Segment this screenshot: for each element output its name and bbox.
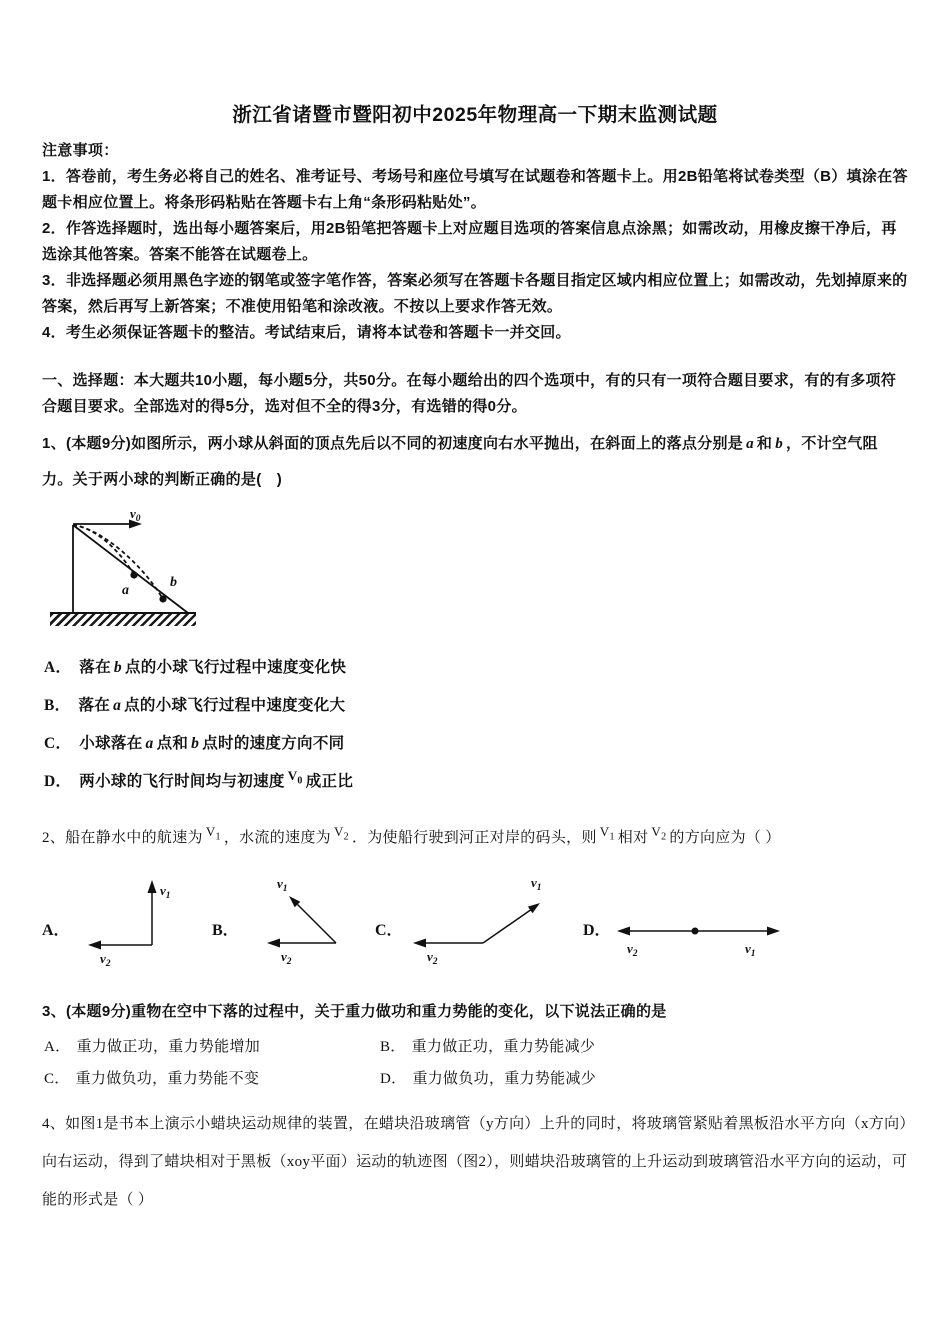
- v2-arrowhead: [413, 939, 426, 948]
- question-2-diagrams: [42, 871, 908, 971]
- v2-arrowhead: [267, 939, 280, 948]
- question-3-options: [44, 1035, 908, 1091]
- q1-stem-text: 1、(本题9分)如图所示，两小球从斜面的顶点先后以不同的初速度向右水平抛出，在斜面上的落点分别是: [42, 435, 744, 452]
- q3-option-b: B． 重力做正功，重力势能减少: [380, 1039, 596, 1056]
- point-a-dot: [130, 571, 137, 578]
- v1-label: $v_1$: [530, 875, 542, 894]
- v1-arrow-line: [483, 909, 532, 943]
- question-1-incline-figure: [44, 506, 202, 630]
- q1-point-b-ref: b: [775, 436, 784, 452]
- v1-symbol: $V_1$: [599, 823, 615, 843]
- q3-option-d: D． 重力做负功，重力势能减少: [380, 1071, 597, 1088]
- q3-option-a: A． 重力做正功，重力势能增加: [44, 1039, 261, 1056]
- v1-arrowhead: [527, 903, 539, 913]
- v1-arrow-line: [297, 905, 336, 944]
- v1-label: $v_1$: [744, 941, 756, 960]
- notice-section: [42, 138, 908, 346]
- q1-point-a-ref: a: [746, 436, 754, 452]
- q2-option-a-diagram: A． $v_1$ $v_2$: [42, 871, 212, 971]
- vector-diagram-a: [70, 871, 190, 971]
- question-3-stem: 3、(本题9分)重物在空中下落的过程中，关于重力做功和重力势能的变化，以下说法正确的是: [42, 1003, 667, 1021]
- incline-line: [73, 525, 188, 613]
- point-a-label: a: [122, 583, 129, 598]
- vector-diagram-d: [611, 871, 786, 971]
- question-4-stem: 4、如图1是书本上演示小蜡块运动规律的装置，在蜡块沿玻璃管（y方向）上升的同时，将玻璃管紧贴着黑板沿水平方向（x方向）向右运动，得到了蜡块相对于黑板（xoy平面）运动的轨迹图（图2），则蜡块沿玻璃管的上升运动到玻璃管沿水平方向的运动，可能的形式是（ ）: [42, 1116, 908, 1209]
- vector-diagram-b: [239, 871, 354, 971]
- v2-arrowhead: [617, 927, 630, 936]
- q1-option-d: D． 两小球的飞行时间均与初速度 $^{V_0}$ 成正比: [44, 768, 354, 790]
- q1-option-a: A． 落在 b 点的小球飞行过程中速度变化快: [44, 659, 347, 676]
- q2-option-c-diagram: C． $v_1$ $v_2$: [375, 871, 583, 971]
- question-2-stem: 2、船在静水中的航速为 $V_1$ ，水流的速度为 $V_2$ ．为使船行驶到河正对岸的码头，则 $V_1$ 相对 $V_2$ 的方向应为（ ）: [42, 823, 781, 846]
- v2-symbol: $V_2$: [651, 823, 667, 843]
- notice-item-1: 1．答卷前，考生务必将自己的姓名、准考证号、考场号和座位号填写在试题卷和答题卡上。用2B铅笔将试卷类型（B）填涂在答题卡相应位置上。将条形码粘贴在答题卡右上角“条形码粘贴处”。: [42, 168, 908, 211]
- v1-label: $v_1$: [276, 876, 288, 895]
- v0-symbol: V0: [287, 768, 303, 787]
- origin-dot: [691, 928, 698, 935]
- incline-projectile-diagram: [44, 506, 202, 630]
- notice-item-3: 3．非选择题必须用黑色字迹的钢笔或签字笔作答，答案必须写在答题卡各题目指定区域内相应位置上；如需改动，先划掉原来的答案，然后再写上新答案；不准使用铅笔和涂改液。不按以上要求作答无效。: [42, 272, 908, 315]
- q1-option-c: C． 小球落在 a 点和 b 点时的速度方向不同: [44, 735, 345, 752]
- v1-arrowhead: [767, 927, 780, 936]
- v2-label: $v_2$: [280, 949, 292, 968]
- v2-symbol: $V_2$: [333, 823, 349, 843]
- v2-label: $v_2$: [99, 951, 111, 970]
- page-title: 浙江省诸暨市暨阳初中2025年物理高一下期末监测试题: [232, 104, 718, 126]
- q2-option-d-diagram: D． $v_2$ $v_1$: [583, 871, 788, 971]
- v2-label: $v_2$: [426, 949, 438, 968]
- question-1-stem: 1、(本题9分)如图所示，两小球从斜面的顶点先后以不同的初速度向右水平抛出，在斜面上的落点分别是 a 和 b ，不计空气阻力。关于两小球的判断正确的是( ): [42, 435, 878, 488]
- q3-option-c: C． 重力做负功，重力势能不变: [44, 1071, 260, 1088]
- notice-item-4: 4．考生必须保证答题卡的整洁。考试结束后，请将本试卷和答题卡一并交回。: [42, 324, 571, 341]
- vector-diagram-c: [403, 871, 583, 971]
- q1-option-b: B． 落在 a 点的小球飞行过程中速度变化大: [44, 697, 346, 714]
- q2-option-b-diagram: B． $v_1$ $v_2$: [212, 871, 375, 971]
- v2-arrowhead: [88, 941, 101, 950]
- notice-heading: 注意事项：: [42, 142, 119, 159]
- v1-label: $v_1$: [159, 883, 171, 902]
- section-one-heading: 一、选择题：本大题共10小题，每小题5分，共50分。在每小题给出的四个选项中，有的只有一项符合题目要求，有的有多项符合题目要求。全部选对的得5分，选对但不全的得3分，有选错的得0分。: [42, 372, 897, 415]
- v1-arrowhead: [147, 880, 156, 893]
- v2-label: $v_2$: [626, 941, 638, 960]
- point-b-dot: [159, 595, 166, 602]
- point-b-label: b: [170, 575, 177, 590]
- question-1-options: [42, 656, 908, 800]
- v0-label: $v_0$: [130, 506, 141, 524]
- v1-symbol: $V_1$: [205, 823, 221, 843]
- notice-item-2: 2．作答选择题时，选出每小题答案后，用2B铅笔把答题卡上对应题目选项的答案信息点涂黑；如需改动，用橡皮擦干净后，再选涂其他答案。答案不能答在试题卷上。: [42, 220, 897, 263]
